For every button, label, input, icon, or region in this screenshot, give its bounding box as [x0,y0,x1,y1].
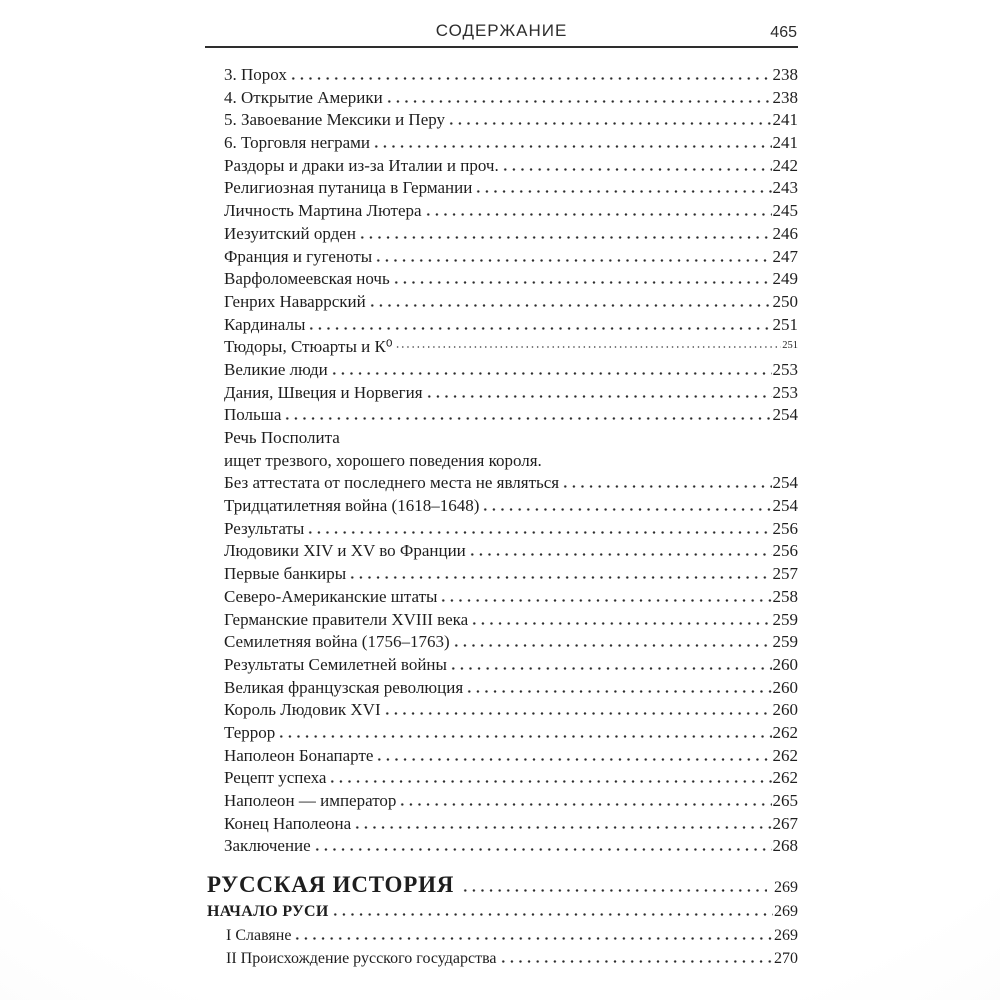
toc-entry-page-number: 259 [772,632,798,652]
dot-leader [306,531,771,534]
toc-entry-page-number: 247 [772,246,798,266]
dot-leader [447,122,771,125]
toc-entry-label: Великая французская революция [224,677,464,697]
toc-entry-page-number: 269 [774,903,798,921]
page-header [205,8,798,46]
toc-entry-label: Дания, Швеция и Норвегия [224,382,423,402]
toc-entry-label: Генрих Наваррский [224,291,366,311]
toc-entry [205,247,798,270]
toc-entry-label: Тюдоры, Стюарты и К⁰ [224,337,393,357]
dot-leader [372,145,771,148]
toc-entry-page-number: 253 [772,359,798,379]
dot-leader [277,735,771,738]
toc-entry [205,133,798,156]
toc-entry-label: Террор [224,722,276,742]
toc-entry-label: Без аттестата от последнего места не являться [224,473,560,493]
dot-leader [375,758,771,761]
toc-entry [205,337,798,360]
toc-entry-page-number: 260 [772,654,798,674]
dot-leader [348,576,771,579]
toc-entry-label: Речь Посполита [224,428,340,447]
dot-leader [368,304,772,307]
dot-leader [561,485,771,488]
header-rule [205,46,798,48]
toc-entry-page-number: 257 [772,564,798,584]
toc-entry [205,746,798,769]
toc-entry-label: Кардиналы [224,314,306,334]
dot-leader [439,599,771,602]
toc-entry-page-number: 268 [772,836,798,856]
dot-leader [465,690,771,693]
toc-entry-label: Результаты Семилетней войны [224,654,447,674]
dot-leader [425,395,772,398]
toc-entry-label: Конец Наполеона [224,813,352,833]
toc-entry-page-number: 267 [772,813,798,833]
dot-leader [331,913,773,916]
toc-entry-page-number: 246 [772,223,798,243]
dot-leader [481,508,771,511]
toc-entry-page-number: 260 [772,700,798,720]
toc-entry-label: 3. Порох [224,65,287,84]
toc-entry [205,451,798,474]
toc-entry-page-number: 243 [772,178,798,198]
toc-entry [205,156,798,179]
toc-entry [205,564,798,587]
toc-entry-label: Личность Мартина Лютера [224,201,422,221]
toc-entry [205,836,798,859]
toc-entry-label: Семилетняя война (1756–1763) [224,632,450,652]
toc-entry-label: Король Людовик XVI [224,700,381,720]
dot-leader [289,77,772,80]
dot-leader [501,168,772,171]
toc-entry [205,610,798,633]
toc-section-entry [205,872,798,903]
toc-entry-label: Северо-Американские штаты [224,586,438,606]
toc-entry-label: Результаты [224,518,305,538]
toc-entry-label: Заключение [224,836,311,856]
toc-entry-label: 4. Открытие Америки [224,87,383,107]
dot-leader [395,346,782,352]
dot-leader [283,417,771,420]
toc-entry-page-number: 253 [772,382,798,402]
toc-entry-label: Раздоры и драки из-за Италии и проч. [224,155,499,175]
toc-entry-page-number: 270 [774,950,798,968]
toc-entry [205,473,798,496]
toc-entry [205,587,798,610]
toc-entry-label: Наполеон — император [224,791,397,810]
toc-entry [205,768,798,791]
toc-entry [205,428,798,451]
toc-entry-label: 5. Завоевание Мексики и Перу [224,110,446,130]
dot-leader [383,712,772,715]
toc-entry [205,292,798,315]
dot-leader [330,372,772,375]
toc-entry-label: Первые банкиры [224,564,347,584]
dot-leader [358,236,772,239]
toc-entry-label: Польша [224,405,282,425]
toc-entry-page-number: 269 [774,927,798,945]
toc-entry-label: Иезуитский орден [224,223,356,243]
toc-subsection-label: НАЧАЛО РУСИ [207,903,329,921]
toc-entry-label: I Славяне [226,927,292,945]
toc-entry-label: Варфоломеевская ночь [224,269,390,289]
contents-title: СОДЕРЖАНИЕ [435,21,568,40]
dot-leader [293,937,773,940]
toc-entry [205,791,798,814]
toc-entry [205,814,798,837]
toc-entry [205,383,798,406]
toc-entry-page-number: 269 [774,879,798,897]
toc-entry [205,315,798,338]
dot-leader [449,667,772,670]
dot-leader [474,190,771,193]
toc-entry-page-number: 259 [772,609,798,629]
toc-entry-label: Людовики XIV и XV во Франции [224,541,466,561]
toc-entry [205,655,798,678]
toc-entry-page-number: 241 [772,110,798,130]
toc-entry-page-number: 262 [772,722,798,742]
toc-entry-page-number: 256 [772,541,798,561]
toc-entry-page-number: 265 [772,791,798,810]
toc-entry-label: II Происхождение русского государства [226,950,497,968]
toc-entry [205,110,798,133]
toc-entry-label: ищет трезвого, хорошего поведения короля. [224,450,542,470]
toc-entry-page-number: 262 [772,768,798,788]
dot-leader [307,327,771,330]
toc-entry [205,65,798,88]
dot-leader [392,281,772,284]
toc-entry-label: Наполеон Бонапарте [224,745,374,765]
toc-entry [205,201,798,224]
toc-entry-page-number: 254 [772,473,798,493]
toc-entry [205,405,798,428]
toc-entry [205,519,798,542]
toc-section-label: РУССКАЯ ИСТОРИЯ [207,872,455,898]
toc-entry [205,950,798,973]
dot-leader [424,213,772,216]
dot-leader [374,259,771,262]
dot-leader [398,803,771,806]
toc-entry [205,269,798,292]
dot-leader [499,960,773,963]
dot-leader [313,848,772,851]
toc-entry [205,700,798,723]
toc-entry-page-number: 250 [772,291,798,311]
dot-leader [353,826,771,829]
dot-leader [470,622,771,625]
toc-entry-page-number: 238 [772,65,798,84]
toc-entry-page-number: 256 [772,518,798,538]
dot-leader [385,100,772,103]
toc-entry-label: Религиозная путаница в Германии [224,178,473,198]
toc-entry [205,224,798,247]
toc-entry-label: Рецепт успеха [224,768,327,788]
toc-entry-page-number: 251 [782,340,798,352]
toc-entry [205,927,798,950]
toc-entry-label: Тридцатилетняя война (1618–1648) [224,496,480,516]
toc-entry [205,632,798,655]
toc-entry [205,178,798,201]
toc-entry-label: Великие люди [224,359,328,379]
dot-leader [452,644,772,647]
toc-subsection-entry [205,903,798,927]
toc-entry [205,88,798,111]
toc-entry-page-number: 238 [772,87,798,107]
toc-entry-page-number: 245 [772,201,798,221]
toc-entry-label: Германские правители XVIII века [224,609,469,629]
toc-entry-page-number: 254 [772,496,798,516]
toc-entry-page-number: 251 [772,314,798,334]
toc-entry [205,678,798,701]
toc-entry [205,541,798,564]
toc-entry-label: 6. Торговля неграми [224,133,371,153]
toc-entry [205,496,798,519]
toc-entry-label: Франция и гугеноты [224,246,373,266]
toc-entry [205,723,798,746]
toc-entry-page-number: 260 [772,677,798,697]
toc-entry-page-number: 258 [772,586,798,606]
toc-entry-page-number: 249 [772,269,798,289]
toc-entry [205,360,798,383]
table-of-contents [205,65,798,973]
toc-entry-page-number: 242 [772,155,798,175]
book-page [205,0,798,973]
dot-leader [461,889,767,892]
dot-leader [468,553,772,556]
toc-entry-page-number: 241 [772,133,798,153]
dot-leader [328,780,771,783]
toc-entry-page-number: 262 [772,745,798,765]
toc-entry-page-number: 254 [772,405,798,425]
folio-page-number: 465 [770,24,797,41]
